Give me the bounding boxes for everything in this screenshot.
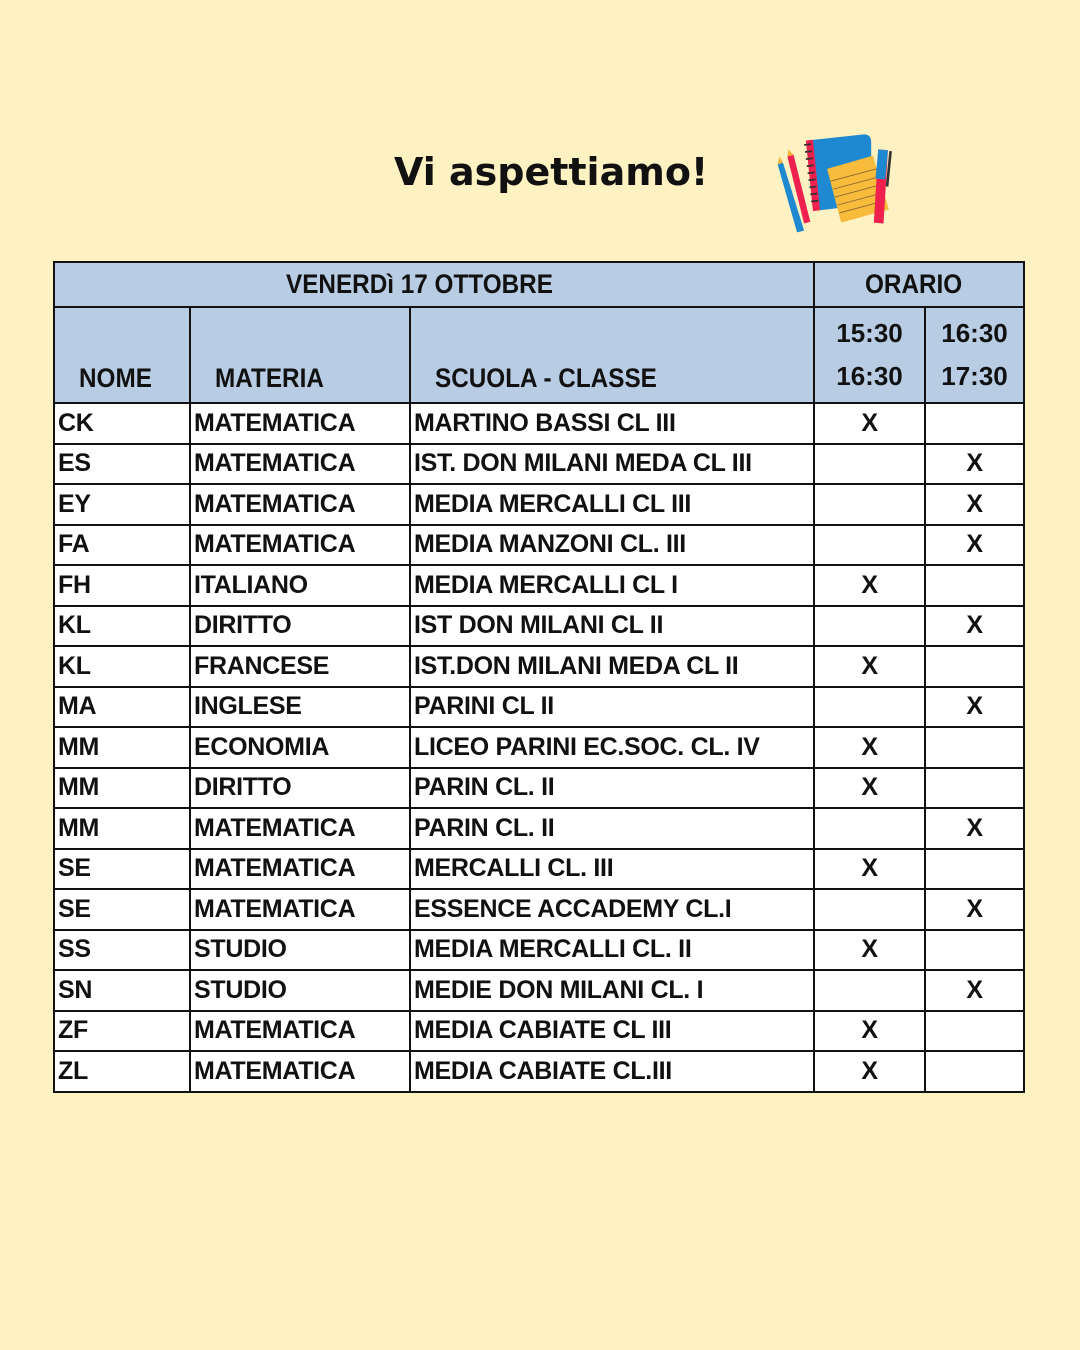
cell-materia: MATEMATICA — [190, 403, 410, 444]
cell-slot-1 — [814, 889, 925, 930]
cell-scuola: MERCALLI CL. III — [410, 849, 814, 890]
cell-nome: MM — [54, 727, 190, 768]
cell-materia: MATEMATICA — [190, 889, 410, 930]
cell-slot-2: X — [925, 606, 1024, 647]
cell-slot-1: X — [814, 849, 925, 890]
cell-scuola: IST DON MILANI CL II — [410, 606, 814, 647]
cell-slot-2 — [925, 727, 1024, 768]
cell-slot-2: X — [925, 889, 1024, 930]
schedule-table — [53, 261, 1025, 1093]
cell-materia: MATEMATICA — [190, 525, 410, 566]
table-row — [54, 646, 1024, 687]
cell-slot-1 — [814, 525, 925, 566]
cell-materia: MATEMATICA — [190, 849, 410, 890]
column-header-nome: NOME — [54, 307, 190, 403]
cell-nome: ES — [54, 444, 190, 485]
cell-nome: KL — [54, 646, 190, 687]
cell-slot-1: X — [814, 930, 925, 971]
cell-nome: MM — [54, 808, 190, 849]
cell-scuola: MEDIA MERCALLI CL I — [410, 565, 814, 606]
cell-materia: DIRITTO — [190, 606, 410, 647]
cell-scuola: LICEO PARINI EC.SOC. CL. IV — [410, 727, 814, 768]
cell-nome: KL — [54, 606, 190, 647]
cell-scuola: MEDIE DON MILANI CL. I — [410, 970, 814, 1011]
cell-nome: MM — [54, 768, 190, 809]
cell-scuola: MEDIA MANZONI CL. III — [410, 525, 814, 566]
column-header-materia: MATERIA — [190, 307, 410, 403]
cell-nome: FH — [54, 565, 190, 606]
cell-materia: MATEMATICA — [190, 1051, 410, 1092]
table-row — [54, 808, 1024, 849]
cell-slot-2 — [925, 403, 1024, 444]
cell-materia: INGLESE — [190, 687, 410, 728]
cell-slot-2: X — [925, 525, 1024, 566]
cell-materia: MATEMATICA — [190, 484, 410, 525]
time-header: ORARIO — [814, 262, 1024, 307]
cell-scuola: PARIN CL. II — [410, 808, 814, 849]
cell-slot-1: X — [814, 768, 925, 809]
table-row — [54, 687, 1024, 728]
cell-scuola: MEDIA CABIATE CL III — [410, 1011, 814, 1052]
cell-slot-1: X — [814, 646, 925, 687]
cell-materia: MATEMATICA — [190, 808, 410, 849]
table-row — [54, 889, 1024, 930]
cell-scuola: ESSENCE ACCADEMY CL.I — [410, 889, 814, 930]
cell-slot-2 — [925, 1011, 1024, 1052]
cell-materia: MATEMATICA — [190, 1011, 410, 1052]
cell-slot-2 — [925, 565, 1024, 606]
cell-nome: SN — [54, 970, 190, 1011]
cell-materia: ECONOMIA — [190, 727, 410, 768]
cell-scuola: IST.DON MILANI MEDA CL II — [410, 646, 814, 687]
cell-nome: SE — [54, 849, 190, 890]
cell-nome: MA — [54, 687, 190, 728]
cell-materia: STUDIO — [190, 970, 410, 1011]
cell-slot-1: X — [814, 1011, 925, 1052]
table-row — [54, 768, 1024, 809]
table-row — [54, 849, 1024, 890]
cell-slot-2: X — [925, 808, 1024, 849]
cell-nome: EY — [54, 484, 190, 525]
table-row — [54, 525, 1024, 566]
cell-slot-2: X — [925, 484, 1024, 525]
cell-slot-1: X — [814, 565, 925, 606]
cell-materia: STUDIO — [190, 930, 410, 971]
cell-materia: FRANCESE — [190, 646, 410, 687]
cell-slot-1 — [814, 687, 925, 728]
table-row — [54, 970, 1024, 1011]
cell-slot-2: X — [925, 687, 1024, 728]
cell-scuola: MARTINO BASSI CL III — [410, 403, 814, 444]
table-row — [54, 727, 1024, 768]
cell-slot-2 — [925, 768, 1024, 809]
cell-scuola: MEDIA MERCALLI CL III — [410, 484, 814, 525]
table-row — [54, 930, 1024, 971]
cell-slot-1 — [814, 808, 925, 849]
date-header: VENERDì 17 OTTOBRE — [54, 262, 814, 307]
cell-slot-1: X — [814, 1051, 925, 1092]
cell-slot-1: X — [814, 403, 925, 444]
column-header-slot-1: 15:30 16:30 — [814, 307, 925, 403]
cell-scuola: PARINI CL II — [410, 687, 814, 728]
cell-scuola: MEDIA CABIATE CL.III — [410, 1051, 814, 1092]
cell-nome: FA — [54, 525, 190, 566]
cell-slot-1 — [814, 606, 925, 647]
table-row — [54, 606, 1024, 647]
cell-slot-1: X — [814, 727, 925, 768]
cell-scuola: PARIN CL. II — [410, 768, 814, 809]
cell-scuola: MEDIA MERCALLI CL. II — [410, 930, 814, 971]
cell-slot-2 — [925, 1051, 1024, 1092]
column-header-scuola: SCUOLA - CLASSE — [410, 307, 814, 403]
cell-nome: SE — [54, 889, 190, 930]
page-title: Vi aspettiamo! — [394, 150, 709, 194]
cell-slot-2 — [925, 849, 1024, 890]
table-row — [54, 565, 1024, 606]
table-row — [54, 1051, 1024, 1092]
table-row — [54, 444, 1024, 485]
cell-slot-2 — [925, 646, 1024, 687]
cell-slot-2: X — [925, 970, 1024, 1011]
cell-slot-2 — [925, 930, 1024, 971]
cell-slot-1 — [814, 484, 925, 525]
cell-materia: MATEMATICA — [190, 444, 410, 485]
cell-nome: CK — [54, 403, 190, 444]
cell-nome: ZF — [54, 1011, 190, 1052]
table-row — [54, 484, 1024, 525]
cell-materia: DIRITTO — [190, 768, 410, 809]
cell-nome: ZL — [54, 1051, 190, 1092]
table-row — [54, 1011, 1024, 1052]
cell-scuola: IST. DON MILANI MEDA CL III — [410, 444, 814, 485]
cell-materia: ITALIANO — [190, 565, 410, 606]
table-row — [54, 403, 1024, 444]
cell-nome: SS — [54, 930, 190, 971]
notebook-pencils-icon — [760, 120, 910, 245]
column-header-slot-2: 16:30 17:30 — [925, 307, 1024, 403]
cell-slot-2: X — [925, 444, 1024, 485]
cell-slot-1 — [814, 970, 925, 1011]
cell-slot-1 — [814, 444, 925, 485]
